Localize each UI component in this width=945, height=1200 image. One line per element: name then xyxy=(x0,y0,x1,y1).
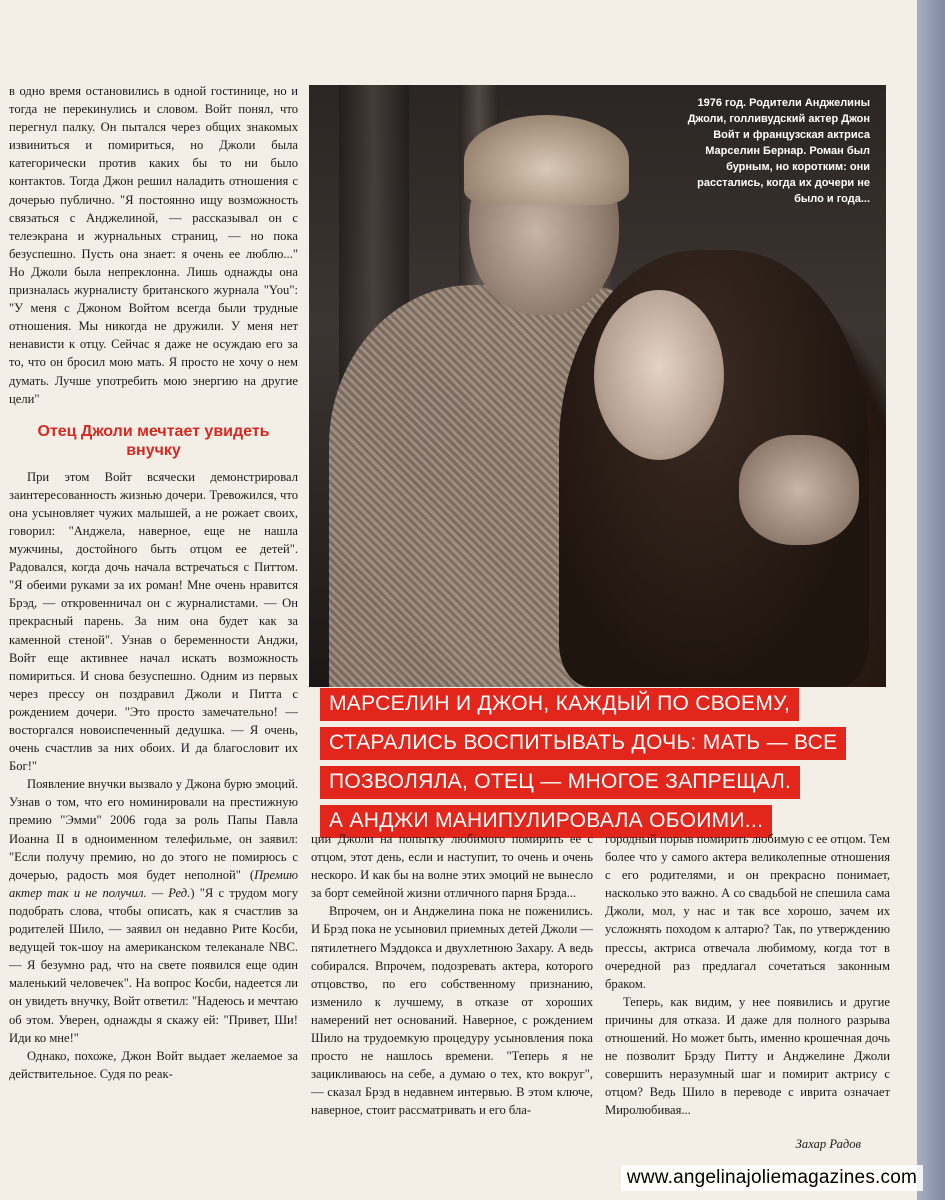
pull-quote-line: А АНДЖИ МАНИПУЛИРОВАЛА ОБОИМИ... xyxy=(320,805,772,838)
text-column-middle xyxy=(311,830,593,1130)
paragraph-text: Появление внучки вызвало у Джона бурю эмоций. Узнав о том, что его номинировали на престижную премию "Эмми" 2006 года за роль Папы Павла Иоанна II в одноименном телефильме, он заявил: "Если получу премию, но до этого не помирюсь с дочерью, радость моя будет неполной" ( xyxy=(9,777,298,882)
photo-man-hair xyxy=(464,115,629,205)
paragraph: городный порыв помирить любимую с ее отцом. Тем более что у самого актера великолепные отношения с его родителями, и он прекрасно понимает, насколько это важно. А со свадьбой не спешила сама Джоли, мол, у нас и так все хорошо, зачем их усложнять походом к алтарю? Так, по утверждению прессы, актриса отвечала любимому, когда тот в очередной раз предлагал сочетаться законным браком. xyxy=(605,832,890,991)
pull-quote-line: МАРСЕЛИН И ДЖОН, КАЖДЫЙ ПО СВОЕМУ, xyxy=(320,688,799,721)
paragraph: Впрочем, он и Анджелина пока не поженились. И Брэд пока не усыновил приемных детей Джоли — пятилетнего Мэддокса и двухлетнюю Захару. А ведь собирался. Впрочем, подозревать актера, которого отцовство, по его собственному признанию, изменило к лучшему, в отказе от хороших намерений нет оснований. Наверное, с рождением Шило на трудоемкую процедуру усыновления пока просто не нашлось времени. "Теперь я не зацикливаюсь на себе, а думаю о тех, кто вокруг", — сказал Брэд в недавнем интервью. В этом ключе, наверное, стоит рассматривать и его бла- xyxy=(311,904,593,1118)
paragraph xyxy=(9,775,298,1046)
paragraph: ции Джоли на попытку любимого помирить ее с отцом, этот день, если и наступит, то очень и очень нескоро. И как бы на волне этих эмоций не вынесло за борт семейной жизни отличного парня Брэда... xyxy=(311,832,593,901)
paragraph: При этом Войт всячески демонстрировал заинтересованность жизнью дочери. Тревожился, что она усыновляет чужих малышей, а не рожает своих, говорил: "Анджела, наверное, еще не нашла мужчины, достойного быть отцом ее детей". Радовался, когда дочь начала встречаться с Питтом. "Я обеими руками за их роман! Мне очень нравится Брэд, — откровенничал он с журналистами. — Он прекрасный парень. За ним она будет как за каменной стеной". Узнав о беременности Анджи, Войт еще активнее начал искать возможность помириться. И снова безуспешно. Одним из первых через прессу он поздравил Джоли и Питта с рождением дочери. "Это просто замечательно! — восторгался новоиспеченный дедушка. — Я очень, очень счастлив за них обоих. И да благословит их Бог!" xyxy=(9,469,298,774)
photo-caption: 1976 год. Родители Анджелины Джоли, голливудский актер Джон Войт и французская актриса Марселин Бернар. Роман был бурным, но коротким: они расстались, когда их дочери не было и года... xyxy=(687,97,870,205)
pull-quote xyxy=(320,688,890,844)
paragraph: Теперь, как видим, у нее появились и другие причины для отказа. И даже для полного разрыва отношений. Но может быть, именно крошечная дочь не позволит Брэду Питту и Анджелине Джоли совершить неразумный шаг и помирит актрису с отцом? Ведь Шило в переводе с иврита означает Миролюбивая... xyxy=(605,994,890,1118)
text-column-left xyxy=(9,82,298,1172)
editor-note: Премию актер так и не получил. — Ред. xyxy=(9,867,298,900)
paragraph-text: ) "Я с трудом могу подобрать слова, чтобы описать, как я счастлив за родителей Шило, — заявил он недавно Рите Косби, ведущей ток-шоу на американском телеканале NBC. — Я безумно рад, что на свете появился еще один маленький человечек". На вопрос Косби, надеется ли он увидеть внучку, Войт ответил: "Надеюсь и мечтаю об этом. Уверен, однажды я скажу ей: "Привет, Ши! Иди ко мне!" xyxy=(9,885,298,1045)
photo-woman-face xyxy=(594,290,724,460)
watermark-url: www.angelinajoliemagazines.com xyxy=(621,1165,923,1191)
subheading: Отец Джоли мечтает увидеть внучку xyxy=(37,422,270,459)
photo-couple xyxy=(309,85,886,687)
page-edge xyxy=(917,0,945,1200)
photo-hand xyxy=(739,435,859,545)
paragraph: Однако, похоже, Джон Войт выдает желаемое за действительное. Судя по реак- xyxy=(9,1048,298,1081)
pull-quote-line: ПОЗВОЛЯЛА, ОТЕЦ — МНОГОЕ ЗАПРЕЩАЛ. xyxy=(320,766,800,799)
author-signature: Захар Радов xyxy=(795,1137,861,1151)
paragraph: в одно время остановились в одной гостинице, но и тогда не перекинулись и словом. Войт понял, что перегнул палку. Он пытался через общих знакомых извиниться и помириться, но Джоли была категорически против каких бы то ни было контактов. Тогда Джон решил наладить отношения с дочерью публично. "Я постоянно ищу возможность связаться с Анджелиной, — рассказывал он с телеэкрана и журнальных страниц, — но пока безуспешно. Пусть она знает: я очень ее люблю..." Но Джоли была непреклонна. Лишь однажды она призналась журналисту британского журнала "You": "У меня с Джоном Войтом всегда были трудные отношения. Мы никогда не дружили. У меня нет ненависти к отцу. Сейчас я даже не осуждаю его за то, что он бросил мою мать. Я просто не хочу о нем думать. Лучше употребить мою энергию на другие цели" xyxy=(9,84,298,406)
text-column-right xyxy=(605,830,890,1130)
pull-quote-line: СТАРАЛИСЬ ВОСПИТЫВАТЬ ДОЧЬ: МАТЬ — ВСЕ xyxy=(320,727,846,760)
